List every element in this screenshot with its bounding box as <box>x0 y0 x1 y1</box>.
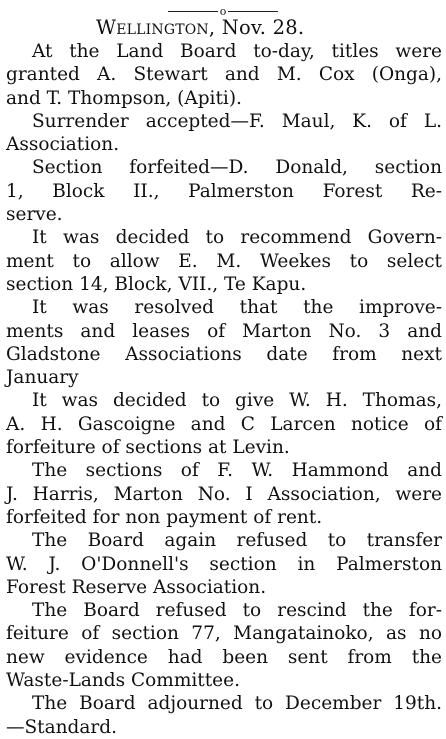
dateline <box>96 16 304 39</box>
article-line: The Board refused to rescind the for- <box>32 600 442 622</box>
article-line: The sections of F. W. Hammond and <box>32 460 442 482</box>
divider-rule-right <box>228 11 278 12</box>
article-line: The Board adjourned to December 19th. <box>32 693 442 715</box>
article-line: The Board again refused to transfer <box>32 530 442 552</box>
article-line: Waste-Lands Committee. <box>6 670 240 692</box>
article-line: granted A. Stewart and M. Cox (Onga), <box>6 64 442 86</box>
article-line: A. H. Gascoigne and C Larcen notice of <box>6 413 442 435</box>
article-line: and T. Thompson, (Apiti). <box>6 87 242 109</box>
article-line: January <box>6 367 79 389</box>
article-line: new evidence had been sent from the <box>6 646 442 668</box>
dateline-date: Nov. 28. <box>221 16 305 39</box>
article-line: —Standard. <box>6 716 117 738</box>
article-line: ments and leases of Marton No. 3 and <box>6 320 442 342</box>
article-line: section 14, Block, VII., Te Kapu. <box>6 273 307 295</box>
divider-rule-left <box>168 11 218 12</box>
article-line: forfeiture of sections at Levin. <box>6 437 290 459</box>
article-body <box>6 40 442 739</box>
divider-mark: o <box>219 4 227 18</box>
dateline-place: Wellington, <box>96 16 216 39</box>
article-line: 1, Block II., Palmerston Forest Re- <box>6 180 442 202</box>
article-line: It was resolved that the improve- <box>32 297 442 319</box>
article-line: Forest Reserve Association. <box>6 576 267 598</box>
article-line: Surrender accepted—F. Maul, K. of L. <box>32 110 442 132</box>
article-line: At the Land Board to-day, titles were <box>32 41 442 62</box>
article-line: W. J. O'Donnell's section in Palmerston <box>6 553 442 575</box>
article-line: Section forfeited—D. Donald, section <box>32 157 442 179</box>
article-line: It was decided to give W. H. Thomas, <box>32 390 442 412</box>
article-line: serve. <box>6 204 63 226</box>
article-line: feiture of section 77, Mangatainoko, as no <box>6 623 442 645</box>
article-line: forfeited for non payment of rent. <box>6 506 323 528</box>
article-line: Association. <box>6 134 120 156</box>
article-line: J. Harris, Marton No. I Association, were <box>6 483 442 505</box>
article-line: ment to allow E. M. Weekes to select <box>6 250 442 272</box>
article-line: It was decided to recommend Govern- <box>32 227 442 249</box>
article-line: Gladstone Associations date from next <box>6 343 442 365</box>
